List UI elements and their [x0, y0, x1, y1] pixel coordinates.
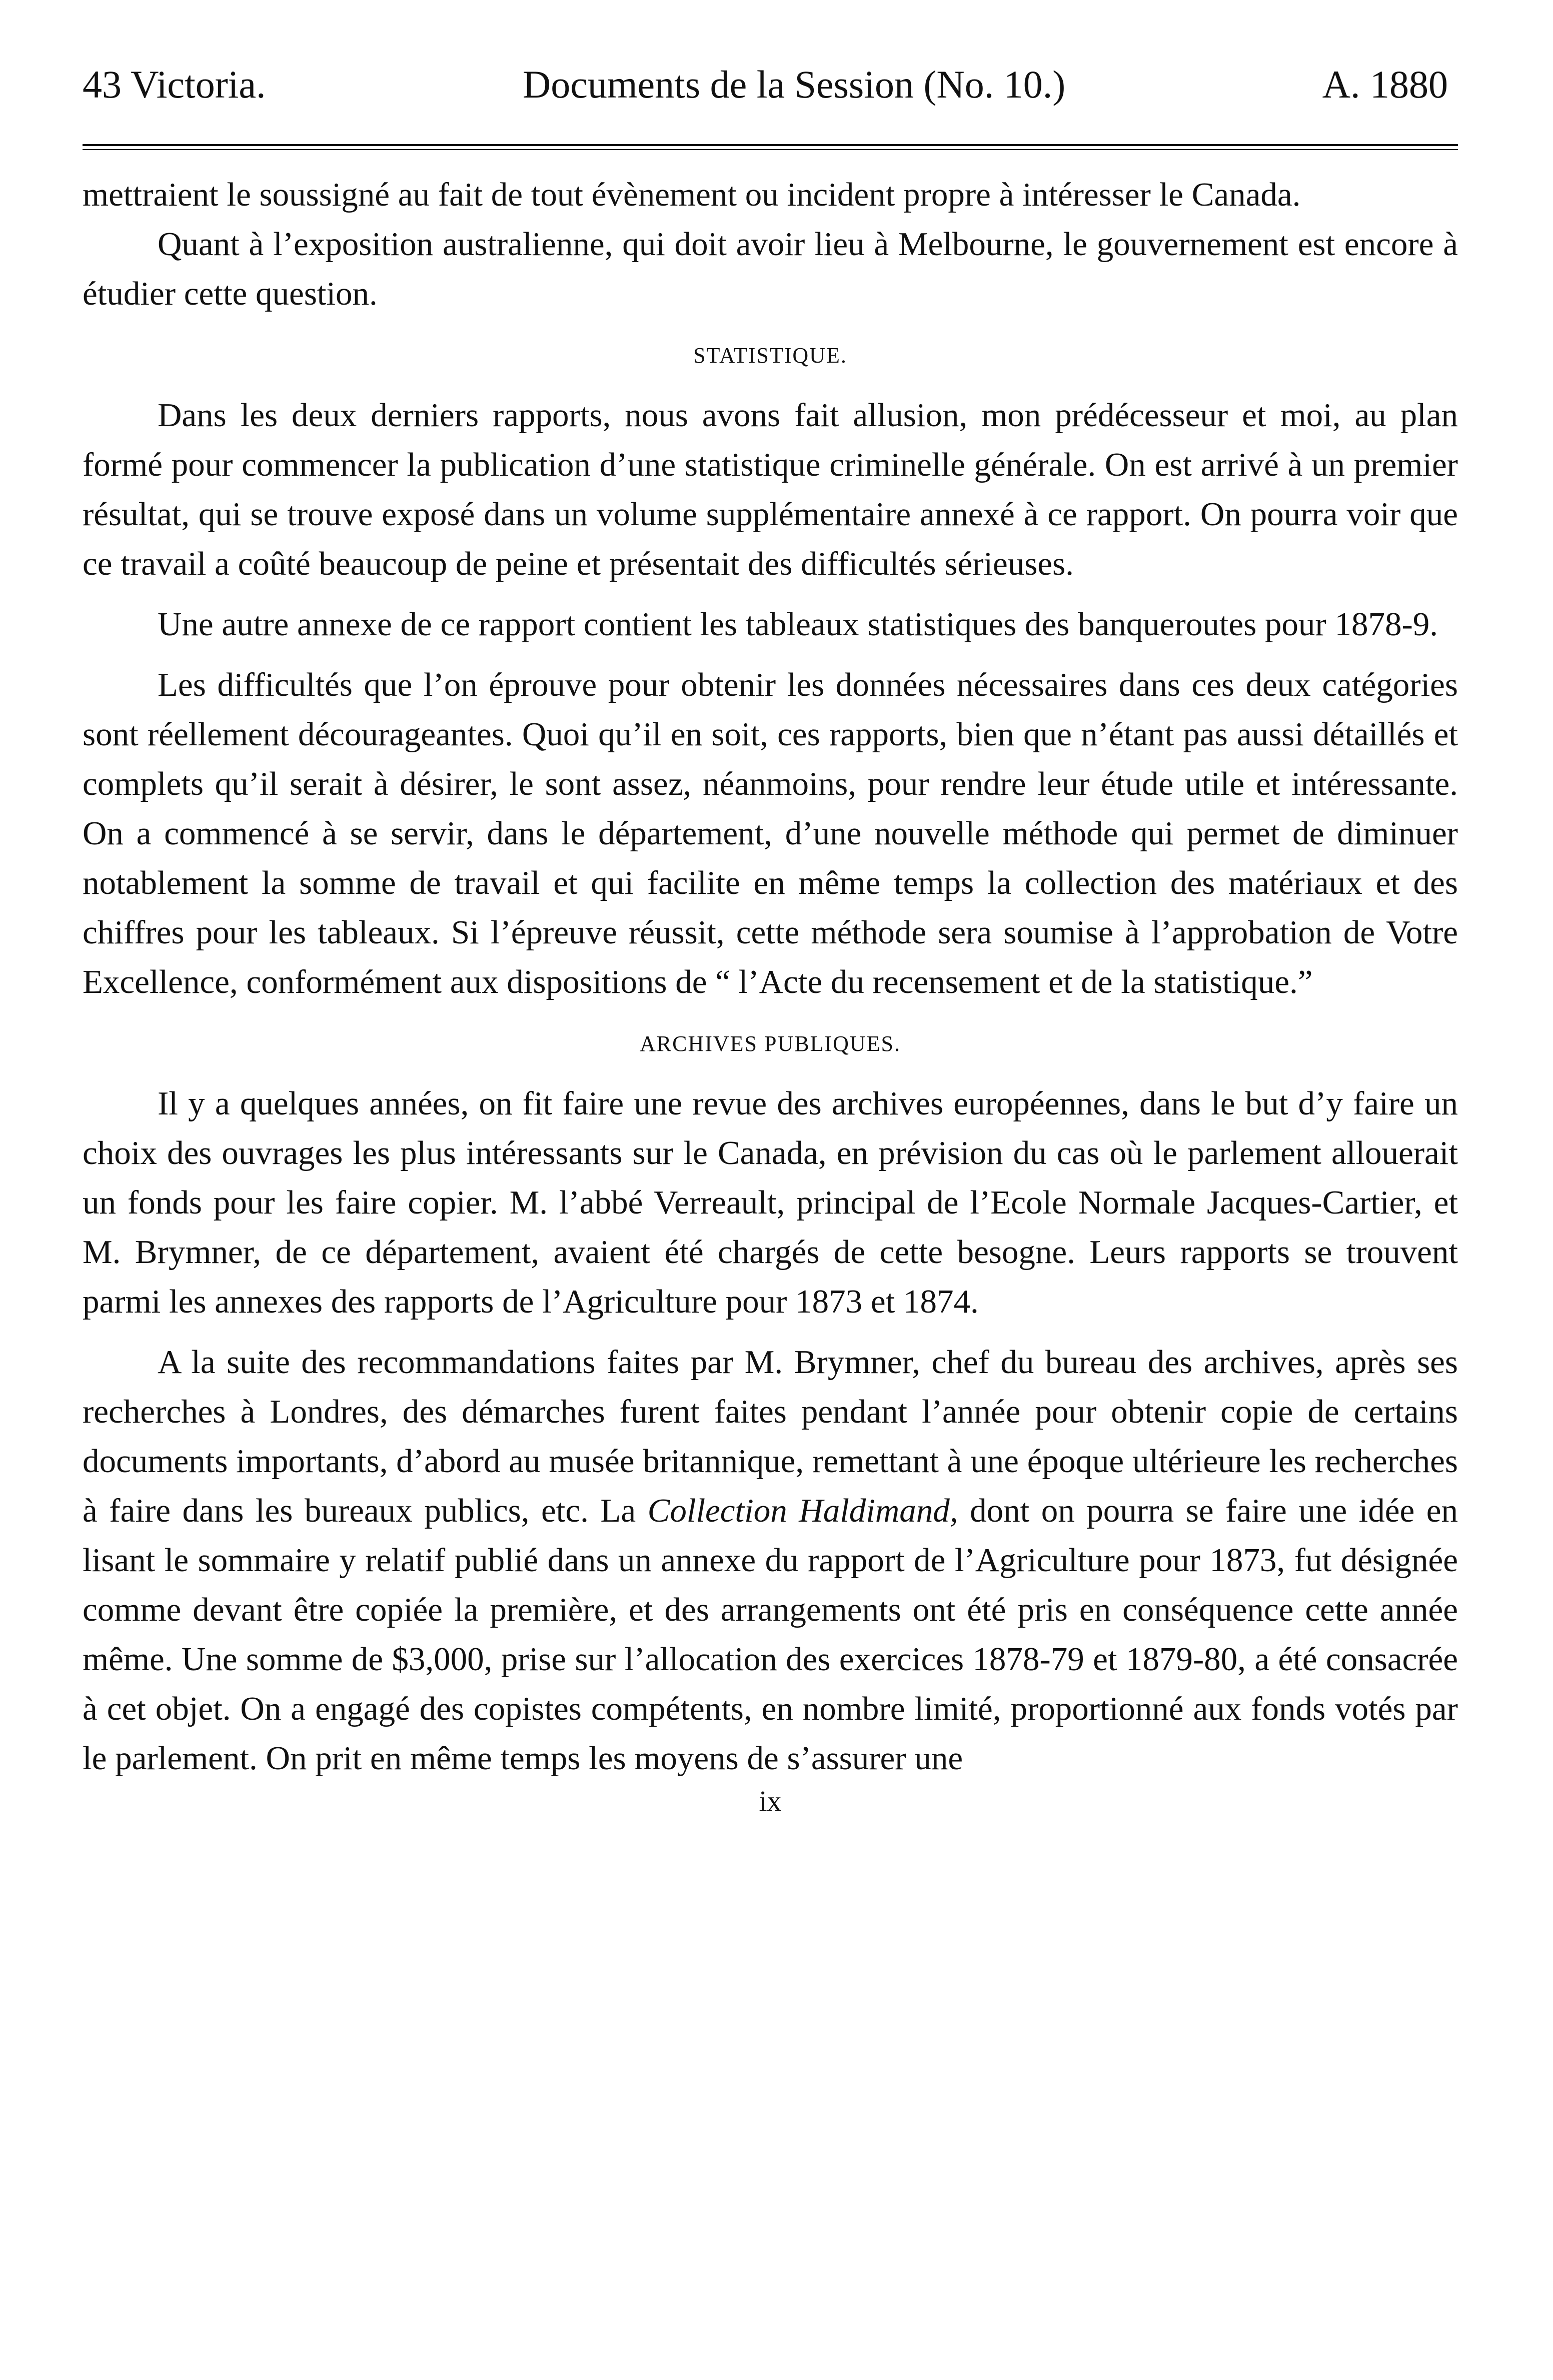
header-rule-thick	[83, 144, 1458, 146]
paragraph-continuation: mettraient le soussigné au fait de tout évènement ou incident propre à intéresser le Canada.	[83, 176, 1301, 213]
paragraph-exposition: Quant à l’exposition australienne, qui doit avoir lieu à Melbourne, le gouvernement est encore à étudier cette question.	[83, 226, 1458, 312]
page-number: ix	[759, 1785, 782, 1817]
running-header	[83, 65, 1458, 104]
paragraph-archives-2-part-b: dont on pourra se faire une idée en lisant le sommaire y relatif publié dans un annexe du rapport de l’Agriculture pour 1873, fut désignée comme devant être copiée la première, et des arrangements ont été pris en conséquence cette année même. Une somme de $3,000, prise sur l’allocation des exercices 1878-79 et 1879-80, a été consacrée à cet objet. On a engagé des copistes compétents, en nombre limité, proportionné aux fonds votés par le parlement. On prit en même temps les moyens de s’assurer une	[83, 1492, 1458, 1777]
paragraph-archives-2-part-a: A la suite des recommandations faites par M. Brymner, chef du bureau des archives, après ses recherches à Londres, des démarches furent faites pendant l’année pour obtenir copie de certains documents importants, d’abord au musée britannique, remettant à une époque ultérieure les recherches à faire dans les bureaux publics, etc. La	[83, 1344, 1458, 1529]
header-rule-thin	[83, 149, 1458, 150]
paragraph-archives-2	[83, 1338, 1458, 1783]
section-heading-statistique: STATISTIQUE.	[693, 343, 847, 368]
section-heading-archives: ARCHIVES PUBLIQUES.	[639, 1031, 901, 1056]
header-regnal-year: 43 Victoria.	[83, 63, 266, 106]
body-text	[83, 170, 1458, 1783]
header-title: Documents de la Session (No. 10.)	[522, 63, 1066, 106]
paragraph-statistique-2: Une autre annexe de ce rapport contient les tableaux statistiques des banqueroutes pour 1878-9.	[158, 606, 1438, 643]
collection-title: Collection Haldimand,	[647, 1492, 958, 1529]
paragraph-archives-1: Il y a quelques années, on fit faire une revue des archives européennes, dans le but d’y faire un choix des ouvrages les plus intéressants sur le Canada, en prévision du cas où le parlement allouerait un fonds pour les faire copier. M. l’abbé Verreault, principal de l’Ecole Normale Jacques-Cartier, et M. Brymner, de ce département, avaient été chargés de cette besogne. Leurs rapports se trouvent parmi les annexes des rapports de l’Agriculture pour 1873 et 1874.	[83, 1085, 1458, 1320]
paragraph-statistique-3: Les difficultés que l’on éprouve pour obtenir les données nécessaires dans ces deux catégories sont réellement décourageantes. Quoi qu’il en soit, ces rapports, bien que n’étant pas aussi détaillés et complets qu’il serait à désirer, le sont assez, néanmoins, pour rendre leur étude utile et intéressante. On a commencé à se servir, dans le département, d’une nouvelle méthode qui permet de diminuer notablement la somme de travail et qui facilite en même temps la collection des matériaux et des chiffres pour les tableaux. Si l’épreuve réussit, cette méthode sera soumise à l’approbation de Votre Excellence, conformément aux dispositions de “ l’Acte du recensement et de la statistique.”	[83, 666, 1458, 1000]
paragraph-statistique-1: Dans les deux derniers rapports, nous avons fait allusion, mon prédécesseur et moi, au plan formé pour commencer la publication d’une statistique criminelle générale. On est arrivé à un premier résultat, qui se trouve exposé dans un volume supplémentaire annexé à ce rapport. On pourra voir que ce travail a coûté beaucoup de peine et présentait des difficultés sérieuses.	[83, 397, 1458, 582]
header-year: A. 1880	[1322, 63, 1448, 106]
